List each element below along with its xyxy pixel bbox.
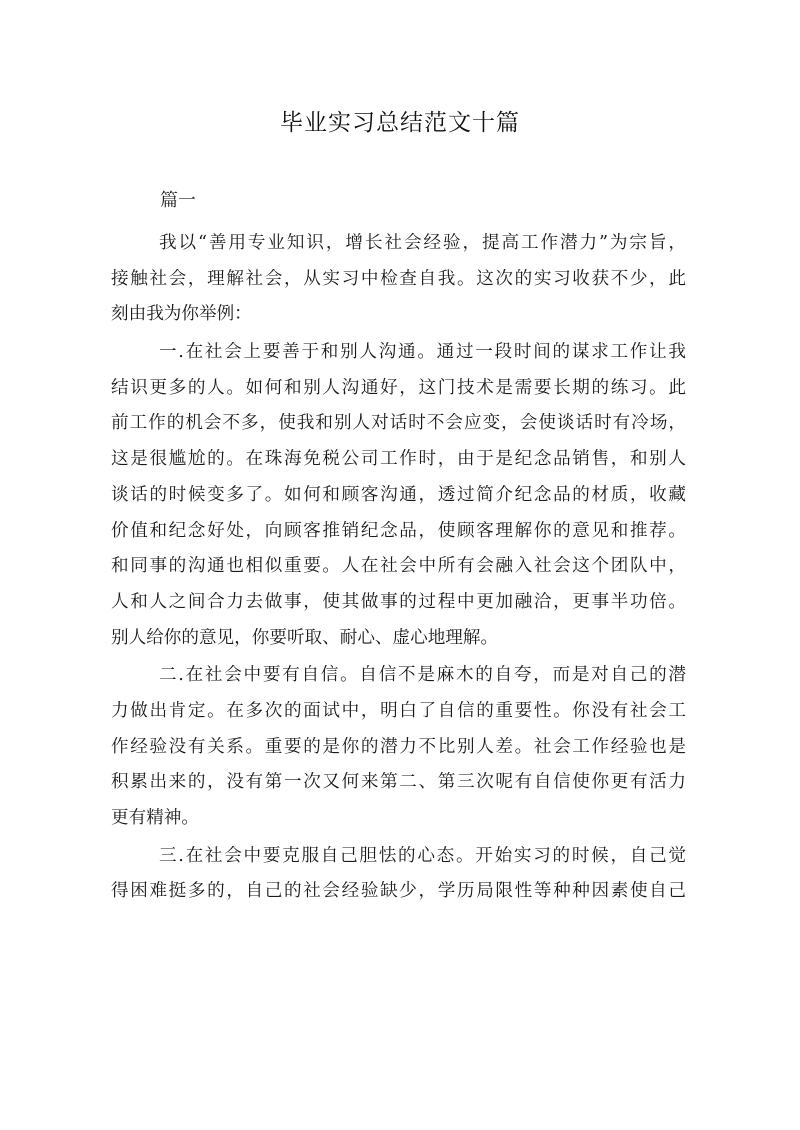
- text-line: 别人给你的意见，你要听取、耐心、虚心地理解。: [111, 627, 499, 648]
- text-line: 价值和纪念好处，向顾客推销纪念品，使顾客理解你的意见和推荐。: [111, 520, 686, 541]
- text-line: 更有精神。: [111, 808, 199, 828]
- paragraph: [111, 226, 686, 333]
- text-line: 积累出来的，没有第一次又何来第二、第三次呢有自信使你更有活力: [111, 772, 686, 793]
- text-line: 得困难挺多的，自己的社会经验缺少，学历局限性等种种因素使自己: [111, 881, 686, 902]
- text-line: 我以“善用专业知识，增长社会经验，提高工作潜力”为宗旨，: [159, 233, 686, 253]
- text-line: 接触社会，理解社会，从实习中检查自我。这次的实习收获不少，此: [111, 268, 686, 289]
- text-line: 二.在社会中要有自信。自信不是麻木的自夸，而是对自己的潜: [159, 665, 686, 686]
- text-line: 三.在社会中要克服自己胆怯的心态。开始实习的时候，自己觉: [159, 845, 686, 866]
- text-line: 力做出肯定。在多次的面试中，明白了自信的重要性。你没有社会工: [111, 700, 686, 721]
- document-body: [111, 226, 686, 912]
- paragraph: [111, 658, 686, 836]
- text-line: 谈话的时候变多了。如何和顾客沟通，透过简介纪念品的材质，收藏: [111, 484, 686, 505]
- paragraph: [111, 335, 686, 656]
- paragraph: [111, 839, 686, 910]
- document-title: 毕业实习总结范文十篇: [280, 110, 520, 136]
- text-line: 人和人之间合力去做事，使其做事的过程中更加融洽，更事半功倍。: [111, 591, 686, 612]
- text-line: 这是很尴尬的。在珠海免税公司工作时，由于是纪念品销售，和别人: [111, 449, 686, 470]
- text-line: 一.在社会上要善于和别人沟通。通过一段时间的谋求工作让我: [159, 342, 686, 363]
- text-line: 作经验没有关系。重要的是你的潜力不比别人差。社会工作经验也是: [111, 736, 686, 757]
- section-heading: 篇一: [160, 190, 196, 211]
- text-line: 和同事的沟通也相似重要。人在社会中所有会融入社会这个团队中，: [111, 556, 686, 577]
- text-line: 结识更多的人。如何和别人沟通好，这门技术是需要长期的练习。此: [111, 377, 686, 398]
- text-line: 前工作的机会不多，使我和别人对话时不会应变，会使谈话时有冷场，: [111, 413, 686, 434]
- text-line: 刻由我为你举例：: [111, 304, 252, 325]
